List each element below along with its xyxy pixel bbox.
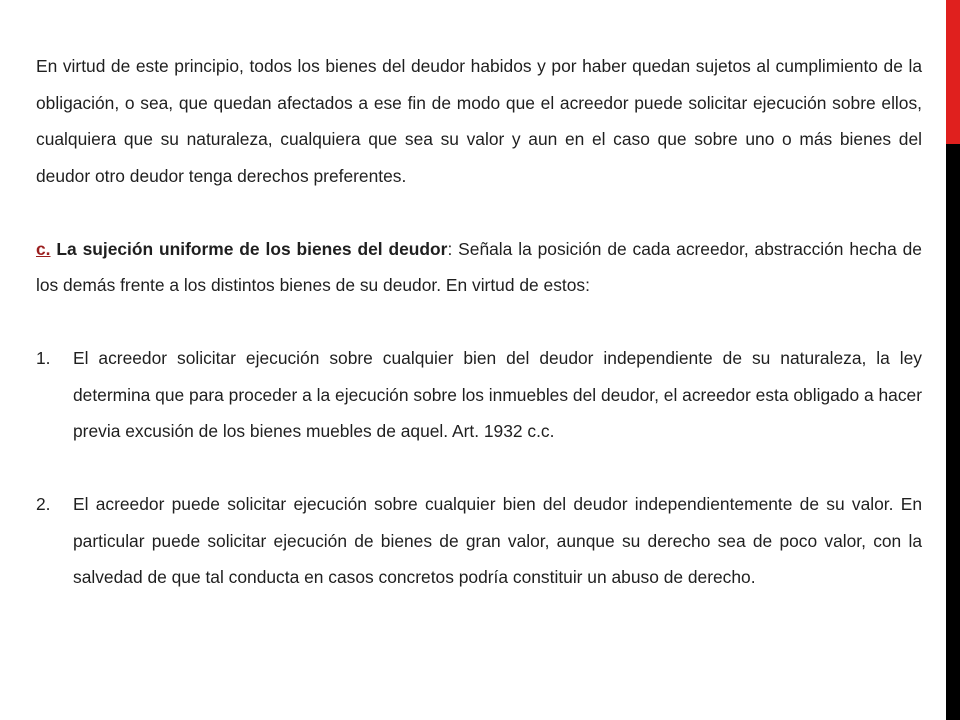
- section-c-paragraph: [36, 231, 922, 304]
- slide-content: [36, 48, 922, 596]
- list-item-2: [36, 486, 922, 596]
- intro-paragraph: En virtud de este principio, todos los bienes del deudor habidos y por haber quedan sujetos al cumplimiento de la obligación, o sea, que quedan afectados a ese fin de modo que el acreedor puede solicitar ejecución sobre ellos, cualquiera que su naturaleza, cualquiera que sea su valor y aun en el caso que sobre uno o más bienes del deudor otro deudor tenga derechos preferentes.: [36, 56, 922, 186]
- paragraph-gap: [36, 194, 922, 231]
- list-item-1: [36, 340, 922, 450]
- section-c-separator: :: [447, 238, 453, 259]
- section-c-body: Señala la posición de cada acreedor, abstracción hecha de los demás frente a los distintos bienes de su deudor. En virtud de estos:: [36, 238, 922, 295]
- list-text-1: El acreedor solicitar ejecución sobre cualquier bien del deudor independiente de su naturaleza, la ley determina que para proceder a la ejecución sobre los inmuebles del deudor, el acreedor esta obligado a hacer previa excusión de los bienes muebles de aquel. Art. 1932 c.c.: [73, 348, 922, 441]
- list-number-2: 2.: [36, 494, 51, 514]
- paragraph-gap: [36, 450, 922, 487]
- list-number-1: 1.: [36, 348, 51, 368]
- section-c-letter: c.: [36, 238, 51, 259]
- accent-bar-black: [946, 144, 960, 720]
- section-c-title: La sujeción uniforme de los bienes del deudor: [56, 238, 448, 259]
- list-text-2: El acreedor puede solicitar ejecución sobre cualquier bien del deudor independientemente de su valor. En particular puede solicitar ejecución de bienes de gran valor, aunque su derecho sea de poco valor, con la salvedad de que tal conducta en casos concretos podría constituir un abuso de derecho.: [73, 494, 922, 587]
- accent-bar-red: [946, 0, 960, 144]
- paragraph-gap: [36, 304, 922, 341]
